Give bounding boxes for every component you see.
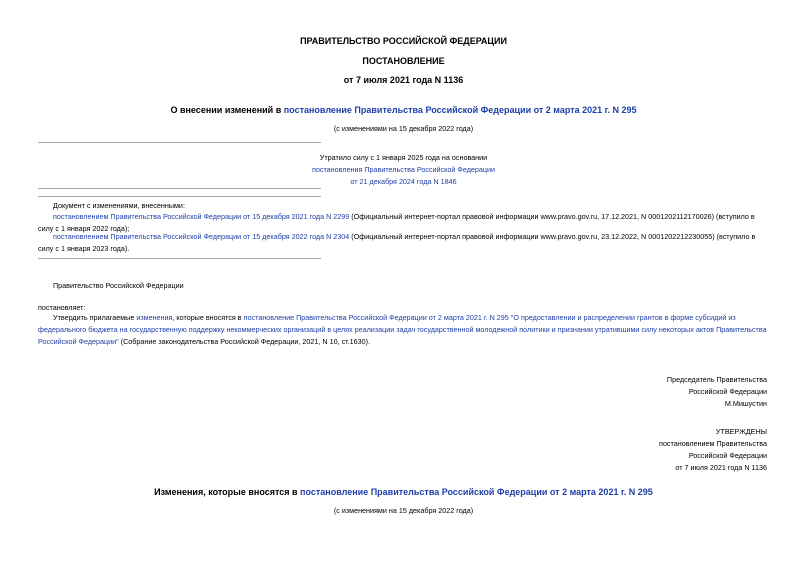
annex-title-link[interactable]: постановление Правительства Российской Федерации от 2 марта 2021 г. N 295 [300, 487, 653, 497]
signature-block [667, 374, 767, 410]
signatory-name: М.Мишустин [724, 399, 767, 408]
divider [38, 258, 321, 259]
paragraph-text: Утвердить прилагаемые [53, 313, 137, 322]
document-title-prefix: О внесении изменений в [170, 105, 284, 115]
resolution-295-link-end[interactable]: Российской Федерации" [38, 337, 119, 346]
amendment-link[interactable]: постановлением Правительства Российской Федерации от 15 декабря 2022 года N 2304 [53, 232, 350, 241]
issuer: Правительство Российской Федерации [53, 281, 184, 290]
title-changes-note: (с изменениями на 15 декабря 2022 года) [333, 124, 474, 133]
amendment-effective: силу с 1 января 2023 года). [38, 244, 130, 253]
expired-notice-link-line2[interactable]: от 21 декабря 2024 года N 1846 [350, 177, 457, 186]
paragraph-text: (Собрание законодательства Российской Федерации, 2021, N 10, ст.1630). [118, 337, 371, 346]
amendment-link[interactable]: постановлением Правительства Российской Федерации от 15 декабря 2021 года N 2299 [53, 212, 350, 221]
government-heading: ПРАВИТЕЛЬСТВО РОССИЙСКОЙ ФЕДЕРАЦИИ [300, 36, 507, 46]
document-type: ПОСТАНОВЛЕНИЕ [362, 56, 445, 66]
annex-title [0, 487, 807, 497]
divider [38, 142, 321, 143]
signature-title-cont: Российской Федерации [688, 387, 767, 396]
approved-by: постановлением Правительства [659, 439, 767, 448]
changes-link[interactable]: изменения [136, 313, 173, 322]
resolution-295-link[interactable]: постановление Правительства Российской Федерации от 2 марта 2021 г. N 295 "О предоставлении и распределении грантов в форме субсидий из [243, 313, 736, 322]
divider [38, 188, 321, 189]
expired-notice-link-line1[interactable]: постановления Правительства Российской Федерации [311, 165, 496, 174]
document-date-number: от 7 июля 2021 года N 1136 [343, 75, 464, 85]
expired-notice-text: Утратило силу с 1 января 2025 года на основании [319, 153, 488, 162]
annex-title-prefix: Изменения, которые вносятся в [154, 487, 301, 497]
approved-by-cont: Российской Федерации [688, 451, 767, 460]
amendment-item [38, 231, 768, 255]
expired-notice [0, 152, 807, 188]
divider [38, 196, 321, 197]
amendment-details: (Официальный интернет-портал правовой информации www.pravo.gov.ru, 23.12.2022, N 0001202212230055) (вступило в [349, 232, 756, 241]
resolution-295-link-cont[interactable]: федерального бюджета на государственную поддержку некоммерческих организаций в целях реализации задач государственной молодежной политики и признании утратившими силу некоторых актов Правительства [38, 325, 767, 334]
decides-label: постановляет: [38, 303, 86, 312]
approved-label: УТВЕРЖДЕНЫ [715, 427, 767, 436]
amendments-intro: Документ с изменениями, внесенными: [53, 201, 185, 210]
signature-title: Председатель Правительства [666, 375, 767, 384]
amendment-details: (Официальный интернет-портал правовой информации www.pravo.gov.ru, 17.12.2021, N 0001202112170026) (вступило в [349, 212, 755, 221]
document-title-link[interactable]: постановление Правительства Российской Федерации от 2 марта 2021 г. N 295 [283, 105, 637, 115]
amendment-effective: силу с 1 января 2022 года); [38, 224, 130, 233]
resolution-paragraph [38, 312, 768, 348]
document-title [0, 105, 807, 115]
annex-changes-note: (с изменениями на 15 декабря 2022 года) [333, 506, 474, 515]
paragraph-text: , которые вносятся в [172, 313, 244, 322]
approved-date: от 7 июля 2021 года N 1136 [675, 463, 767, 472]
approved-block [659, 426, 767, 474]
